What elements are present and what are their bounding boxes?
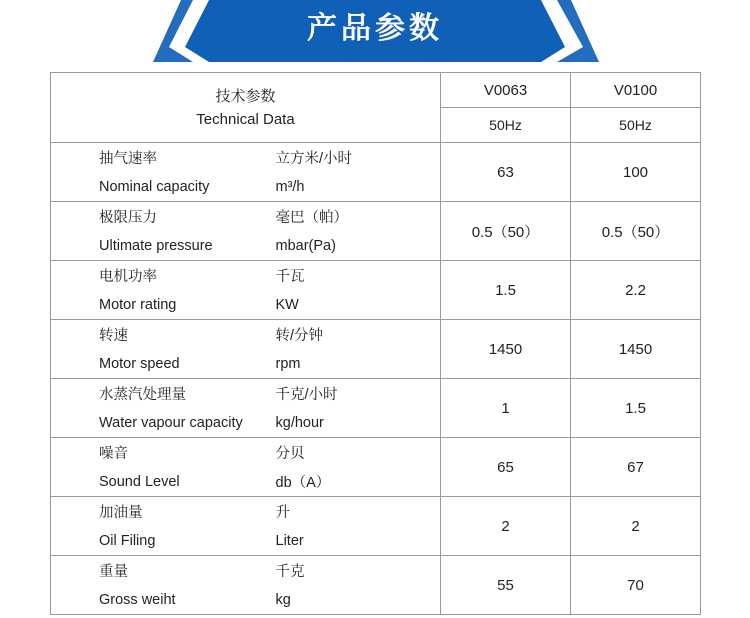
row-value-1: 1450	[441, 320, 571, 379]
row-unit-cn: 升	[275, 505, 290, 521]
table-row	[51, 556, 701, 615]
row-name-cn: 电机功率	[99, 269, 157, 285]
row-unit-en: kg	[275, 591, 291, 608]
row-value-2: 2.2	[571, 261, 701, 320]
row-label-cell	[51, 438, 441, 497]
row-value-2: 100	[571, 143, 701, 202]
row-label-cell	[51, 143, 441, 202]
row-unit-cn: 千瓦	[275, 269, 305, 285]
row-unit-cn: 千克	[275, 564, 305, 580]
table-row	[51, 261, 701, 320]
table-row	[51, 320, 701, 379]
row-value-1: 0.5（50）	[441, 202, 571, 261]
header-frequency-1: 50Hz	[441, 108, 571, 143]
row-label-cell	[51, 320, 441, 379]
row-value-2: 70	[571, 556, 701, 615]
header-technical-data	[51, 73, 441, 143]
row-unit-en: kg/hour	[275, 414, 324, 431]
spec-table-zone	[0, 62, 750, 615]
row-name-en: Water vapour capacity	[99, 414, 243, 431]
row-value-1: 55	[441, 556, 571, 615]
row-unit-cn: 分贝	[275, 446, 305, 462]
row-unit-cn: 立方米/小时	[275, 151, 353, 167]
row-name-cn: 重量	[99, 564, 128, 580]
row-name-en: Motor speed	[99, 355, 180, 372]
row-name-cn: 加油量	[99, 505, 143, 521]
row-unit-en: Liter	[275, 532, 304, 549]
header-technical-data-cn: 技术参数	[215, 87, 276, 105]
header-frequency-2: 50Hz	[571, 108, 701, 143]
table-row	[51, 497, 701, 556]
row-unit-cn: 千克/小时	[275, 387, 338, 403]
row-unit-cn: 毫巴（帕）	[275, 210, 348, 226]
header-model-1: V0063	[441, 73, 571, 108]
table-row	[51, 438, 701, 497]
row-value-2: 67	[571, 438, 701, 497]
table-row	[51, 379, 701, 438]
row-value-2: 1450	[571, 320, 701, 379]
row-name-cn: 噪音	[99, 446, 128, 462]
table-row	[51, 143, 701, 202]
row-value-1: 1	[441, 379, 571, 438]
row-label-cell	[51, 556, 441, 615]
row-unit-en: KW	[275, 296, 299, 313]
row-name-cn: 抽气速率	[99, 151, 157, 167]
page-title: 产品参数	[307, 12, 443, 45]
row-name-en: Gross weiht	[99, 591, 176, 608]
row-name-en: Motor rating	[99, 296, 177, 313]
page-banner	[0, 0, 750, 62]
row-name-cn: 水蒸汽处理量	[99, 387, 186, 403]
row-unit-en: db（A）	[275, 475, 331, 491]
row-value-2: 2	[571, 497, 701, 556]
row-unit-cn: 转/分钟	[275, 328, 324, 344]
row-label-cell	[51, 202, 441, 261]
row-label-cell	[51, 261, 441, 320]
table-header-row	[51, 73, 701, 108]
row-name-en: Oil Filing	[99, 532, 156, 549]
row-value-2: 0.5（50）	[571, 202, 701, 261]
specification-table	[50, 72, 701, 615]
row-value-1: 2	[441, 497, 571, 556]
row-name-en: Sound Level	[99, 473, 180, 490]
row-name-en: Nominal capacity	[99, 178, 210, 195]
row-label-cell	[51, 497, 441, 556]
row-value-1: 65	[441, 438, 571, 497]
header-model-2: V0100	[571, 73, 701, 108]
row-name-en: Ultimate pressure	[99, 237, 213, 254]
row-unit-en: mbar(Pa)	[275, 237, 336, 254]
header-technical-data-en: Technical Data	[196, 110, 295, 128]
row-value-2: 1.5	[571, 379, 701, 438]
table-row	[51, 202, 701, 261]
row-name-cn: 极限压力	[99, 210, 157, 226]
row-label-cell	[51, 379, 441, 438]
row-value-1: 1.5	[441, 261, 571, 320]
row-name-cn: 转速	[99, 328, 128, 344]
row-value-1: 63	[441, 143, 571, 202]
row-unit-en: m³/h	[275, 178, 305, 195]
row-unit-en: rpm	[275, 355, 301, 372]
